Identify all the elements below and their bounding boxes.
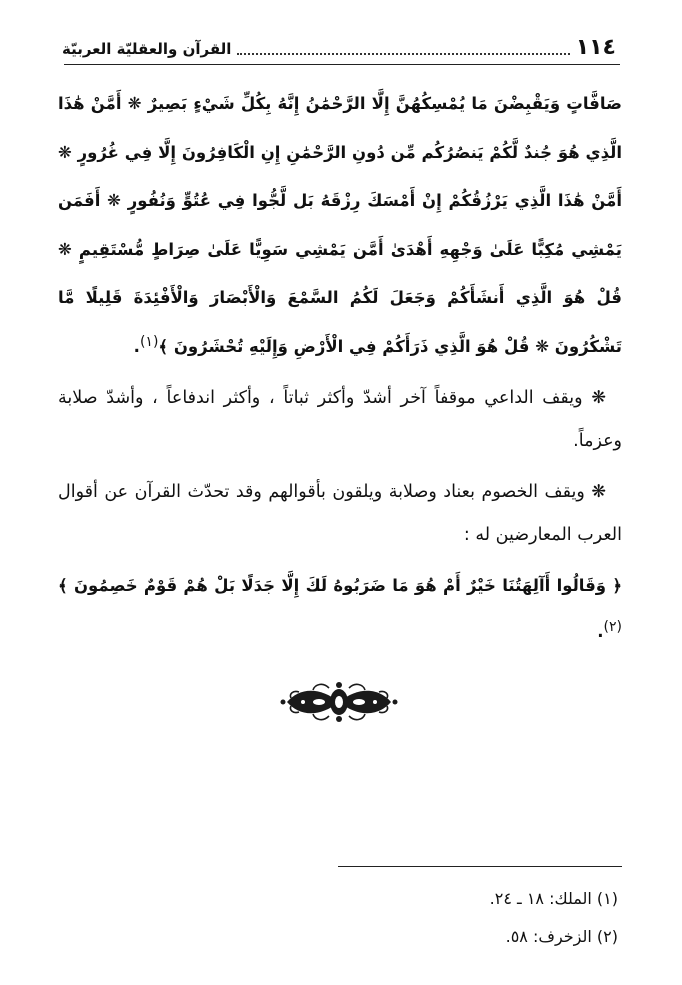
header-rule <box>64 64 620 65</box>
quran-text-1: صَافَّاتٍ وَيَقْبِضْنَ مَا يُمْسِكُهُنَّ إِلَّا الرَّحْمَٰنُ إِنَّهُ بِكُلِّ شَيْءٍ بَصِيرٌ ❋ أَمَّنْ هَٰذَا الَّذِي هُوَ جُندٌ لَّكُمْ يَنصُرُكُم مِّن دُونِ الرَّحْمَٰنِ إِنِ الْكَافِرُونَ إِلَّا فِي غُرُورٍ ❋ أَمَّنْ هَٰذَا الَّذِي يَرْزُقُكُمْ إِنْ أَمْسَكَ رِزْقَهُ بَل لَّجُّوا فِي عُتُوٍّ وَنُفُورٍ ❋ أَفَمَن يَمْشِي مُكِبًّا عَلَىٰ وَجْهِهِ أَهْدَىٰ أَمَّن يَمْشِي سَوِيًّا عَلَىٰ صِرَاطٍ مُّسْتَقِيمٍ ❋ قُلْ هُوَ الَّذِي أَنشَأَكُمْ وَجَعَلَ لَكُمُ السَّمْعَ وَالْأَبْصَارَ وَالْأَفْئِدَةَ قَلِيلًا مَّا تَشْكُرُونَ ❋ قُلْ هُوَ الَّذِي ذَرَأَكُمْ فِي الْأَرْضِ وَإِلَيْهِ تُحْشَرُونَ ﴾ <box>58 94 622 356</box>
paragraph-1-text: ❋ ويقف الداعي موقفاً آخر أشدّ وأكثر ثباتاً ، وأكثر اندفاعاً ، وأشدّ صلابة وعزماً. <box>58 387 622 451</box>
page-number: ١١٤ <box>575 35 616 60</box>
footnote-rule <box>338 866 622 867</box>
running-title: القرآن والعقليّة العربيّة <box>62 40 232 58</box>
quran-passage-2: ﴿ وَقَالُوا أَآلِهَتُنَا خَيْرٌ أَمْ هُوَ مَا ضَرَبُوهُ لَكَ إِلَّا جَدَلًا بَلْ هُمْ قَوْمٌ خَصِمُونَ ﴾$^{(٢)}$. <box>58 575 622 641</box>
paragraph-2 <box>58 471 622 557</box>
paragraph-1 <box>58 377 622 463</box>
footnotes <box>60 880 618 956</box>
footnote-ref-2: (٢) <box>603 618 622 635</box>
footnote-2: (٢) الزخرف: ٥٨. <box>505 927 618 946</box>
paragraph-2-text: ❋ ويقف الخصوم بعناد وصلابة ويلقون بأقوالهم وقد تحدّث القرآن عن أقوال العرب المعارضين له : <box>58 481 622 545</box>
quran-passage-1: صَافَّاتٍ وَيَقْبِضْنَ مَا يُمْسِكُهُنَّ إِلَّا الرَّحْمَٰنُ إِنَّهُ بِكُلِّ شَيْءٍ بَصِيرٌ ❋ أَمَّنْ هَٰذَا الَّذِي هُوَ جُندٌ لَّكُمْ يَنصُرُكُم مِّن دُونِ الرَّحْمَٰنِ إِنِ الْكَافِرُونَ إِلَّا فِي غُرُورٍ ❋ أَمَّنْ هَٰذَا الَّذِي يَرْزُقُكُمْ إِنْ أَمْسَكَ رِزْقَهُ بَل لَّجُّوا فِي عُتُوٍّ وَنُفُورٍ ❋ أَفَمَن يَمْشِي مُكِبًّا عَلَىٰ وَجْهِهِ أَهْدَىٰ أَمَّن يَمْشِي سَوِيًّا عَلَىٰ صِرَاطٍ مُّسْتَقِيمٍ ❋ قُلْ هُوَ الَّذِي أَنشَأَكُمْ وَجَعَلَ لَكُمُ السَّمْعَ وَالْأَبْصَارَ وَالْأَفْئِدَةَ قَلِيلًا مَّا تَشْكُرُونَ ❋ قُلْ هُوَ الَّذِي ذَرَأَكُمْ فِي الْأَرْضِ وَإِلَيْهِ تُحْشَرُونَ ﴾$^{(١)}$. <box>58 94 622 356</box>
quran-text-2: ﴿ وَقَالُوا أَآلِهَتُنَا خَيْرٌ أَمْ هُوَ مَا ضَرَبُوهُ لَكَ إِلَّا جَدَلًا بَلْ هُمْ قَوْمٌ خَصِمُونَ ﴾ <box>58 575 622 595</box>
body-text <box>58 80 622 656</box>
floral-divider-icon <box>279 680 399 724</box>
running-header <box>62 30 616 62</box>
footnote-ref-1: (١) <box>139 333 159 350</box>
footnote-1: (١) الملك: ١٨ ـ ٢٤. <box>489 889 618 908</box>
dotted-leader <box>237 53 569 55</box>
